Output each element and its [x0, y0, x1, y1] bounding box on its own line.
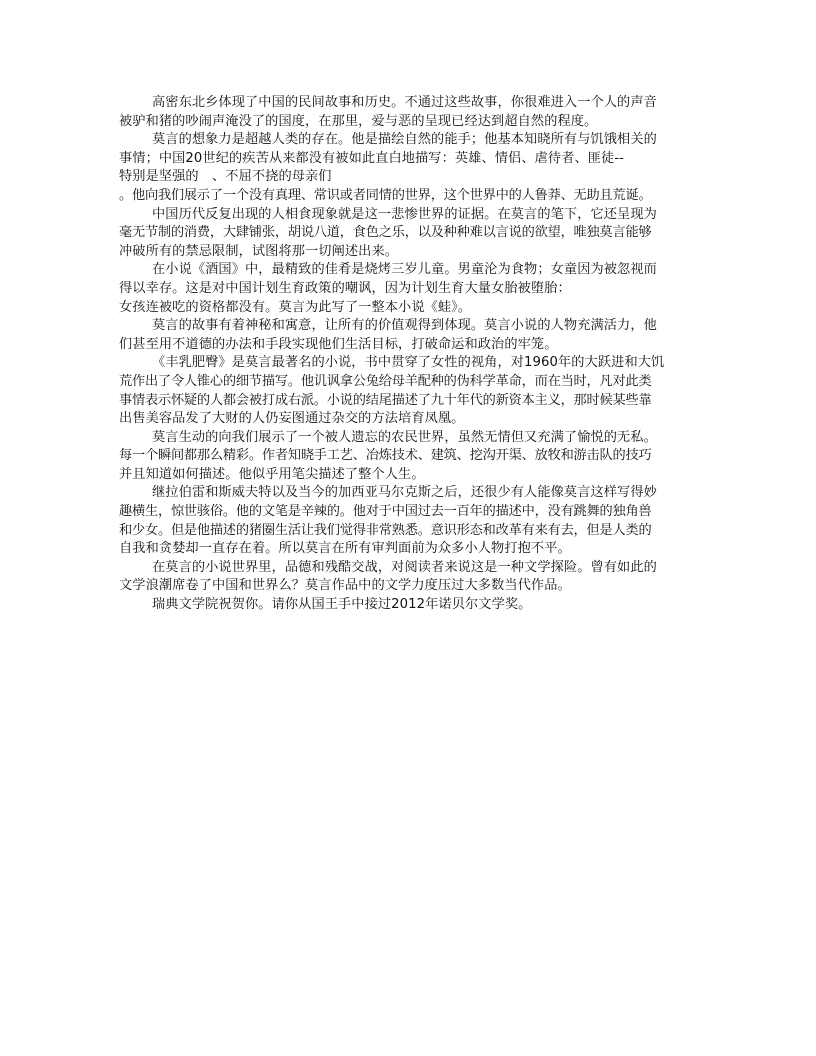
paragraph-line: 自我和贪婪却一直存在着。所以莫言在所有审判面前为众多小人物打抱不平。 — [119, 541, 571, 557]
paragraph-line: 继拉伯雷和斯威夫特以及当今的加西亚马尔克斯之后，还很少有人能像莫言这样写得妙 — [152, 485, 657, 501]
paragraph-line: 荒作出了令人锥心的细节描写。他讥讽拿公兔给母羊配种的伪科学革命，而在当时，凡对此类 — [119, 373, 652, 389]
paragraph-line: 莫言生动的向我们展示了一个被人遗忘的农民世界，虽然无情但又充满了愉悦的无私。 — [152, 429, 657, 445]
paragraph-line: 莫言的想象力是超越人类的存在。他是描绘自然的能手；他基本知晓所有与饥饿相关的 — [152, 132, 657, 148]
paragraph-line: 得以幸存。这是对中国计划生育政策的嘲讽，因为计划生育大量女胎被堕胎： — [119, 280, 571, 296]
paragraph-line: 每一个瞬间都那么精彩。作者知晓手工艺、冶炼技术、建筑、挖沟开渠、放牧和游击队的技巧 — [119, 448, 652, 464]
paragraph-line: 毫无节制的消费，大肆铺张，胡说八道，食色之乐，以及种种难以言说的欲望，唯独莫言能够 — [119, 225, 652, 241]
paragraph-line: 事情；中国20世纪的疾苦从来都没有被如此直白地描写：英雄、情侣、虐待者、匪徒-- — [119, 150, 625, 166]
paragraph-line: 女孩连被吃的资格都没有。莫言为此写了一整本小说《蛙》。 — [119, 299, 472, 315]
paragraph-line: 中国历代反复出现的人相食现象就是这一悲惨世界的证据。在莫言的笔下，它还呈现为 — [152, 206, 657, 222]
paragraph-line: 。他向我们展示了一个没有真理、常识或者同情的世界，这个世界中的人鲁莽、无助且荒诞。 — [119, 187, 652, 203]
paragraph-line: 事情表示怀疑的人都会被打成右派。小说的结尾描述了九十年代的新资本主义，那时候某些靠 — [119, 392, 652, 408]
document-body — [119, 94, 701, 615]
paragraph-line: 瑞典文学院祝贺你。请你从国王手中接过2012年诺贝尔文学奖。 — [152, 597, 532, 613]
paragraph-line: 和少女。但是他描述的猪圈生活让我们觉得非常熟悉。意识形态和改革有来有去，但是人类的 — [119, 522, 652, 538]
paragraph-line: 莫言的故事有着神秘和寓意，让所有的价值观得到体现。莫言小说的人物充满活力，他 — [152, 318, 657, 334]
paragraph-line: 在小说《酒国》中，最精致的佳肴是烧烤三岁儿童。男童沦为食物；女童因为被忽视而 — [152, 262, 657, 278]
paragraph-line: 被驴和猪的吵闹声淹没了的国度，在那里，爱与恶的呈现已经达到超自然的程度。 — [119, 113, 598, 129]
paragraph-line: 特别是坚强的 、不屈不挠的母亲们 — [119, 169, 332, 185]
paragraph-line: 冲破所有的禁忌限制，试图将那一切阐述出来。 — [119, 243, 399, 259]
paragraph-line: 《丰乳肥臀》是莫言最著名的小说，书中贯穿了女性的视角，对1960年的大跃进和大饥 — [152, 355, 665, 371]
paragraph-line: 在莫言的小说世界里，品德和残酷交战，对阅读者来说这是一种文学探险。曾有如此的 — [152, 559, 657, 575]
paragraph-line: 并且知道如何描述。他似乎用笔尖描述了整个人生。 — [119, 466, 425, 482]
paragraph-line: 高密东北乡体现了中国的民间故事和历史。不通过这些故事，你很难进入一个人的声音 — [152, 95, 657, 110]
paragraph-line: 出售美容品发了大财的人仍妄图通过杂交的方法培育凤凰。 — [119, 411, 465, 427]
paragraph-line: 们甚至用不道德的办法和手段实现他们生活目标，打破命运和政治的牢笼。 — [119, 336, 558, 352]
paragraph-line: 趣横生，惊世骇俗。他的文笔是辛辣的。他对于中国过去一百年的描述中，没有跳舞的独角兽 — [119, 504, 652, 520]
paragraph-line: 文学浪潮席卷了中国和世界么？莫言作品中的文学力度压过大多数当代作品。 — [119, 578, 571, 594]
